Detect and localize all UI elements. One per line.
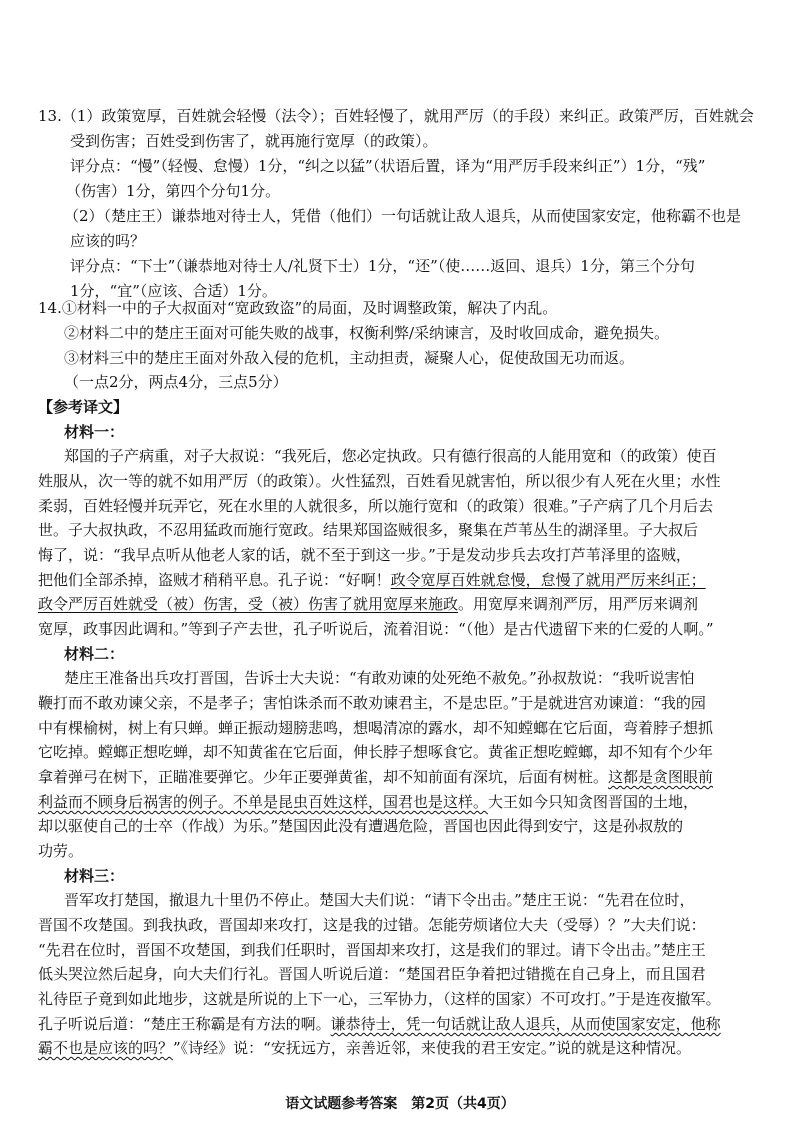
q14-line-3: ③材料三中的楚庄王面对外敌入侵的危机，主动担责，凝聚人心，促使敌国无功而返。: [64, 349, 635, 367]
material-3-line-2: 晋国不攻楚国。到我执政，晋国却来攻打，这是我的过错。怎能劳烦诸位大夫（受辱）？”大夫们说：: [38, 916, 706, 934]
reference-translation-heading: 【参考译文】: [38, 398, 129, 416]
material-2-line-3: 中有棵榆树，树上有只蝉。蝉正振动翅膀悲鸣，想喝清凉的露水，却不知螳螂在它后面，弯着脖子想抓: [38, 719, 714, 737]
material-2-line-4: 它吃掉。螳螂正想吃蝉，却不知黄雀在它后面，伸长脖子想啄食它。黄雀正想吃螳螂，却不知有个少年: [38, 743, 714, 761]
page-footer: 语文试题参考答案 第2页（共4页）: [285, 1096, 515, 1112]
material-1-title: 材料一：: [64, 423, 125, 441]
material-1-line-8: 宽厚，政事因此调和。”等到子产去世，孔子听说后，流着泪说：“（他）是古代遗留下来的仁爱的人啊。”: [38, 620, 714, 638]
material-2-line-6-text: 大王如今只知贪图晋国的土地，: [488, 793, 699, 811]
material-2-wavy-sentence-cont: 利益而不顾身后祸害的例子。不单是昆虫百姓这样，国君也是这样。: [38, 793, 489, 811]
q14-line-4: （一点2分，两点4分，三点5分）: [64, 373, 288, 391]
q13-line-1: 13.（1）政策宽厚，百姓就会轻慢（法令）；百姓轻慢了，就用严厉（的手段）来纠正。政策严厉，百姓就会: [38, 107, 754, 125]
material-2-line-2: 鞭打而不敢劝谏父亲，不是孝子；害怕诛杀而不敢劝谏君主，不是忠臣。”于是就进宫劝谏道：“我的园: [38, 694, 706, 712]
material-1-line-2: 姓服从，次一等的就不如用严厉（的政策）。火性猛烈，百姓看见就害怕，所以很少有人死在火里；水性: [38, 472, 721, 490]
material-3-line-7-text: ”《诗经》说：“安抚远方，亲善近邻，来使我的君王安定。”说的就是这种情况。: [173, 1039, 692, 1057]
material-1-line-7: [38, 594, 698, 614]
material-3-wavy-sentence-cont: 霸不也是应该的吗？: [38, 1039, 174, 1057]
material-3-wavy-sentence: 谦恭待士，凭一句话就让敌人退兵，从而使国家安定，他称: [330, 1015, 721, 1033]
material-1-line-6: [38, 570, 706, 590]
material-3-line-5: 礼待臣子竟到如此地步，这就是所说的上下一心，三军协力，（这样的国家）不可攻打。”于是连夜撤军。: [38, 990, 721, 1008]
q13-line-2: 受到伤害；百姓受到伤害了，就再施行宽厚（的政策）。: [70, 132, 438, 150]
material-1-line-7-text: 。用宽厚来调剂严厉，用严厉来调剂: [458, 595, 699, 613]
q13-line-8: 1分，“宜”（应该、合适）1分。: [70, 282, 277, 300]
material-2-line-5: [38, 767, 713, 787]
material-1-line-3: 柔弱，百姓轻慢并玩弄它，死在水里的人就很多，所以施行宽和（的政策）很难。”子产病了几个月后去: [38, 497, 714, 515]
material-2-line-7: 却以驱使自己的士卒（作战）为乐。”楚国因此没有遭遇危险，晋国也因此得到安宁，这是孙叔敖的: [38, 817, 684, 835]
material-1-line-6-text: 把他们全部杀掉，盗贼才稍稍平息。孔子说：“好啊！: [38, 571, 391, 589]
material-3-line-1: 晋军攻打楚国，撤退九十里仍不停止。楚国大夫们说：“请下令出击。”楚庄王说：“先君在位时，: [64, 891, 695, 909]
material-2-wavy-sentence: 这都是贪图眼前: [608, 768, 714, 786]
material-3-line-6-text: 孔子听说后道：“楚庄王称霸是有方法的啊。: [38, 1015, 331, 1033]
material-3-line-4: 低头哭泣然后起身，向大夫们行礼。晋国人听说后道：“楚国君臣争着把过错揽在自己身上，而且国君: [38, 965, 706, 983]
material-2-title: 材料二：: [64, 645, 125, 663]
material-1-line-1: 郑国的子产病重，对子大叔说：“我死后，您必定执政。只有德行很高的人能用宽和（的政策）使百: [64, 447, 717, 465]
material-2-line-8: 功劳。: [38, 842, 84, 860]
material-3-line-7: [38, 1038, 691, 1058]
material-2-line-1: 楚庄王准备出兵攻打晋国，告诉士大夫说：“有敢劝谏的处死绝不赦免。”孙叔敖说：“我听说害怕: [64, 669, 695, 687]
material-3-line-3: “先君在位时，晋国不攻楚国，到我们任职时，晋国却来攻打，这是我们的罪过。请下令出击。”楚庄王: [38, 941, 706, 959]
q14-line-1: 14.①材料一中的子大叔面对“宽政致盗”的局面，及时调整政策，解决了内乱。: [38, 299, 558, 317]
material-1-underlined-sentence: 政令宽厚百姓就怠慢，怠慢了就用严厉来纠正；: [390, 571, 706, 589]
material-1-line-5: 悔了，说：“我早点听从他老人家的话，就不至于到这一步。”于是发动步兵去攻打芦苇泽里的盗贼，: [38, 546, 691, 564]
material-2-line-5-text: 拿着弹弓在树下，正瞄准要弹它。少年正要弹黄雀，却不知前面有深坑，后面有树桩。: [38, 768, 609, 786]
material-1-line-4: 世。子大叔执政，不忍用猛政而施行宽政。结果郑国盗贼很多，聚集在芦苇丛生的湖泽里。子大叔后: [38, 521, 699, 539]
q13-line-3: 评分点：“慢”（轻慢、怠慢）1分，“纠之以猛”（状语后置，译为“用严厉手段来纠正”）1分，“残”: [70, 157, 706, 175]
material-3-title: 材料三：: [64, 867, 125, 885]
q13-line-7: 评分点：“下士”（谦恭地对待士人/礼贤下士）1分，“还”（使……返回、退兵）1分，第三个分句: [70, 257, 695, 275]
material-3-line-6: [38, 1014, 721, 1034]
material-1-underlined-sentence-cont: 政令严厉百姓就受（被）伤害，受（被）伤害了就用宽厚来施政: [38, 595, 459, 613]
q13-line-4: （伤害）1分，第四个分句1分。: [66, 182, 281, 200]
material-2-line-6: [38, 792, 698, 812]
q13-line-6: 应该的吗？: [70, 232, 146, 250]
q13-line-5: （2）（楚庄王）谦恭地对待士人，凭借（他们）一句话就让敌人退兵，从而使国家安定，他称霸不也是: [64, 207, 742, 225]
q14-line-2: ②材料二中的楚庄王面对可能失败的战事，权衡利弊/采纳谏言，及时收回成命，避免损失。: [64, 324, 670, 342]
